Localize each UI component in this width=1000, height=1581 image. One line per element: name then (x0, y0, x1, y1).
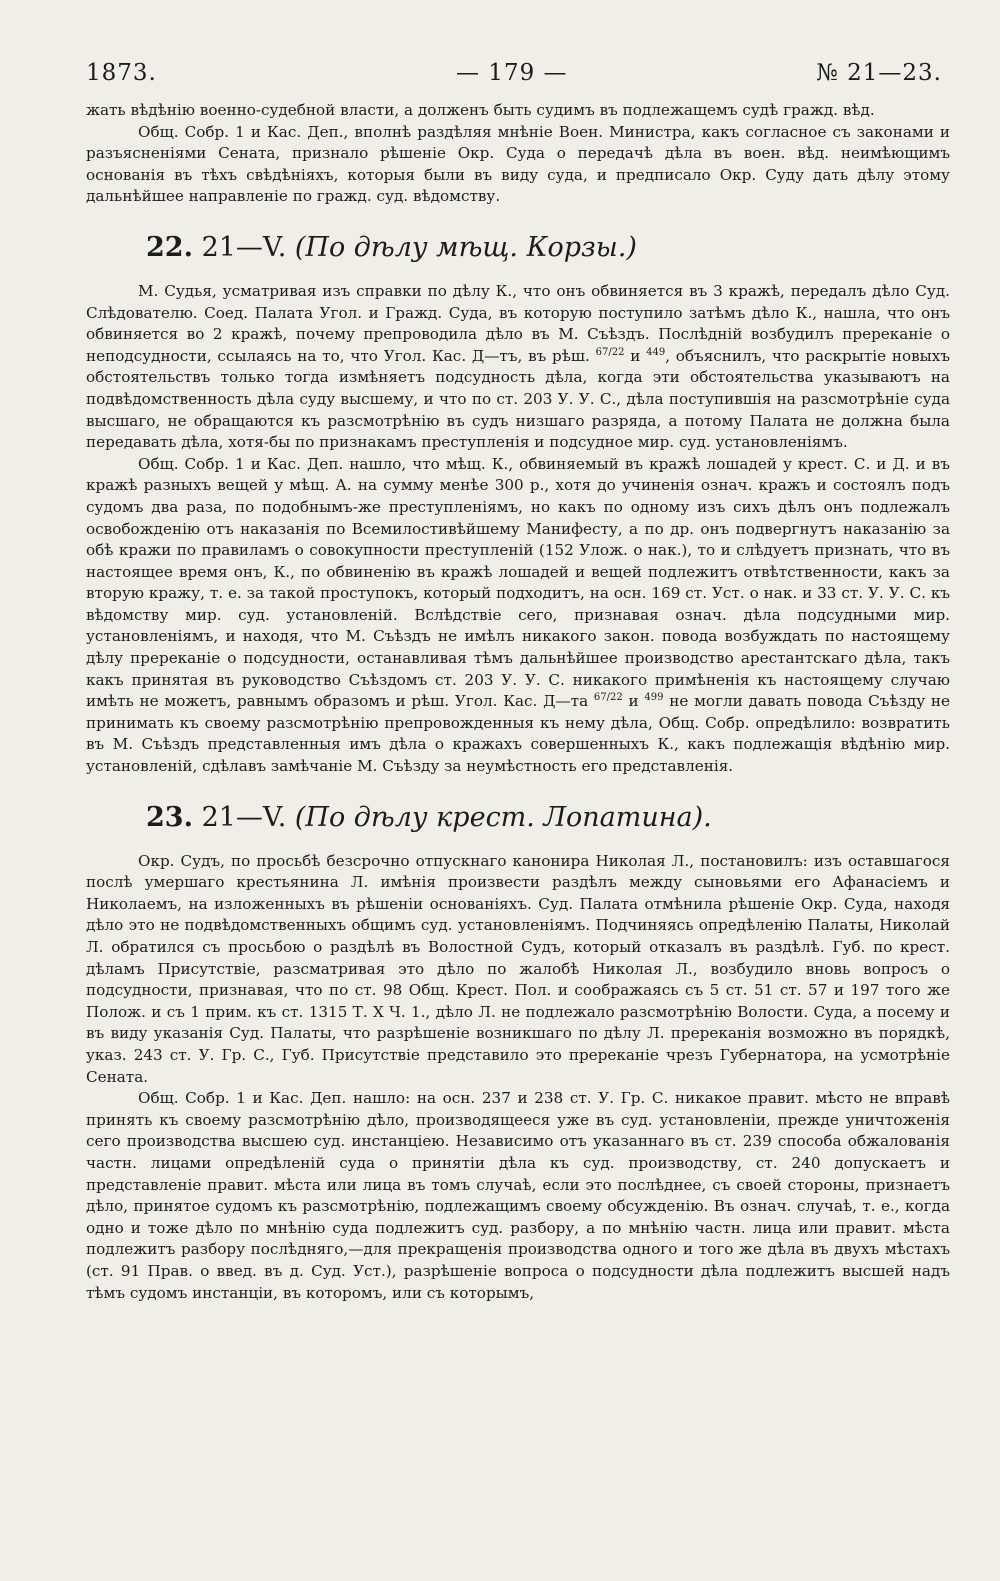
intro-paragraph-2: Общ. Собр. 1 и Кас. Деп., вполнѣ раздѣляя мнѣніе Воен. Министра, какъ согласное съ законами и разъясненіями Сената, признало рѣшеніе Окр. Суда о передачѣ дѣла въ воен. вѣд. неимѣющимъ основанія въ тѣхъ свѣдѣніяхъ, которыя были въ виду суда, и предписало Окр. Суду дать дѣлу этому дальнѣйшее направленіе по гражд. суд. вѣдомству. (86, 122, 950, 206)
header-page-number: — 179 — (456, 60, 568, 86)
header-year: 1873. (86, 60, 157, 86)
ref-superscript: 67/22 (593, 692, 623, 704)
section-22-number: 22. (146, 231, 193, 263)
text-run: , объяснилъ, что раскрытіе новыхъ обстоятельствъ только тогда измѣняетъ подсудность дѣла, когда эти обстоятельства указываютъ на подвѣдомственность дѣла суду высшему, и что по ст. 203 У. У. С., дѣла поступившія на разсмотрѣніе суда высшаго, не обращаются къ разсмотрѣнію въ судъ низшаго разряда, а потому Палата не должна была передавать дѣла, хотя-бы по признакамъ преступленія и подсудное мир. суд. установленіямъ. (86, 346, 950, 452)
section-23-heading (146, 802, 950, 833)
text-run: и (624, 346, 647, 365)
section-22-heading (146, 232, 950, 263)
section-22-paragraph-1 (86, 281, 950, 454)
intro-paragraph-1: жать вѣдѣнію военно-судебной власти, а долженъ быть судимъ въ подлежащемъ судѣ гражд. вѣд. (86, 101, 875, 119)
section-23-paragraph-2: Общ. Собр. 1 и Кас. Деп. нашло: на осн. 237 и 238 ст. У. Гр. С. никакое правит. мѣсто не вправѣ принять къ своему разсмотрѣнію дѣло, производящееся уже въ суд. установленіи, прежде уничтоженія сего производства высшею суд. инстанціею. Независимо отъ указаннаго въ ст. 239 способа обжалованія частн. лицами опредѣленій суда о принятіи дѣла къ суд. производству, ст. 240 допускаетъ и представленіе правит. мѣста или лица въ томъ случаѣ, если это послѣднее, съ своей стороны, признаетъ дѣло, принятое судомъ къ разсмотрѣнію, подлежащимъ своему обсужденію. Въ означ. случаѣ, т. е., когда одно и тоже дѣло по мнѣнію суда подлежитъ суд. разбору, а по мнѣнію частн. лица или правит. мѣста подлежитъ разбору послѣдняго,—для прекращенія производства одного и того же дѣла въ двухъ мѣстахъ (ст. 91 Прав. о введ. въ д. Суд. Уст.), разрѣшеніе вопроса о подсудности дѣла подлежитъ высшей надъ тѣмъ судомъ инстанціи, въ которомъ, или съ которымъ, (86, 1089, 950, 1302)
section-22-paragraph-2 (86, 454, 950, 778)
text-run: и (622, 692, 645, 711)
text-run: не могли давать повода Съѣзду не принимать къ своему разсмотрѣнію препровожденныя къ нему дѣла, Общ. Собр. опредѣлило: возвратить въ М. Съѣздъ представленныя имъ дѣла о кражахъ совершенныхъ К., какъ подлежащія вѣдѣнію мир. установленій, сдѣлавъ замѣчаніе М. Съѣзду за неумѣстность его представленія. (86, 692, 951, 776)
text-run: Общ. Собр. 1 и Кас. Деп. нашло, что мѣщ. К., обвиняемый въ кражѣ лошадей у крест. С. и Д. и въ кражѣ разныхъ вещей у мѣщ. А. на сумму менѣе 300 р., хотя до учиненія означ. кражъ и состоялъ подъ судомъ два раза, по подобнымъ-же преступленіямъ, но какъ по одному изъ сихъ дѣлъ онъ подлежалъ освобожденію отъ наказанія по Всемилостивѣйшему Манифесту, а по др. онъ подвергнутъ наказанію за обѣ кражи по правиламъ о совокупности преступленій (152 Улож. о нак.), то и слѣдуетъ признать, что въ настоящее время онъ, К., по обвиненію въ кражѣ лошадей и вещей подлежитъ отвѣтственности, какъ за вторую кражу, т. е. за такой проступокъ, который подходитъ, на осн. 169 ст. Уст. о нак. и 33 ст. У. У. С. къ вѣдомству мир. суд. установленій. Вслѣдствіе сего, признавая означ. дѣла подсудными мир. установленіямъ, и находя, что М. Съѣздъ не имѣлъ никакого закон. повода возбуждать по настоящему дѣлу пререканіе о подсудности, останавливая тѣмъ дальнѣйшее производство арестантскаго дѣла, такъ какъ принятая въ руководство Съѣздомъ ст. 203 У. У. С. никакого примѣненія къ настоящему случаю имѣть не можетъ, равнымъ образомъ и рѣш. Угол. Кас. Д—та (86, 454, 950, 711)
text-run: М. Судья, усматривая изъ справки по дѣлу К., что онъ обвиняется въ 3 кражѣ, передалъ дѣло Суд. Слѣдователю. Соед. Палата Угол. и Гражд. Суда, въ которую поступило затѣмъ дѣло К., нашла, что онъ обвиняется во 2 кражѣ, почему препроводила дѣло въ М. Съѣздъ. Послѣдній возбудилъ пререканіе о неподсудности, ссылаясь на то, что Угол. Кас. Д—тъ, въ рѣш. (86, 281, 950, 365)
ref-superscript: 499 (644, 692, 664, 704)
header-issue-number: № 21—23. (816, 60, 942, 86)
section-22-title: (По дѣлу мѣщ. Корзы.) (294, 231, 637, 263)
ref-superscript: 449 (646, 346, 666, 358)
section-23-date: 21—V. (201, 801, 287, 833)
section-22-date: 21—V. (201, 231, 287, 263)
page-header (86, 60, 950, 100)
ref-superscript: 67/22 (595, 346, 625, 358)
section-23-title: (По дѣлу крест. Лопатина). (294, 801, 712, 833)
section-23-paragraph-1: Окр. Судъ, по просьбѣ безсрочно отпускнаго канонира Николая Л., постановилъ: изъ оставшагося послѣ умершаго крестьянина Л. имѣнія произвести раздѣлъ между сыновьями его Афанасіемъ и Николаемъ, на изложенныхъ въ рѣшеніи основаніяхъ. Суд. Палата отмѣнила рѣшеніе Окр. Суда, находя дѣло это не подвѣдомственныхъ общимъ суд. установленіямъ. Подчиняясь опредѣленію Палаты, Николай Л. обратился съ просьбою о раздѣлѣ въ Волостной Судъ, который отказалъ въ раздѣлѣ. Губ. по крест. дѣламъ Присутствіе, разсматривая это дѣло по жалобѣ Николая Л., возбудило вновь вопросъ о подсудности, признавая, что по ст. 98 Общ. Крест. Пол. и соображаясь съ 5 ст. 51 ст. 57 и 197 того же Полож. и съ 1 прим. къ ст. 1315 Т. X Ч. 1., дѣло Л. не подлежало разсмотрѣнію Волости. Суда, а посему и въ виду указанія Суд. Палаты, что разрѣшеніе возникшаго по дѣлу Л. пререканія возможно въ порядкѣ, указ. 243 ст. У. Гр. С., Губ. Присутствіе представило это пререканіе чрезъ Губернатора, на усмотрѣніе Сената. (86, 851, 950, 1086)
section-23-number: 23. (146, 801, 193, 833)
